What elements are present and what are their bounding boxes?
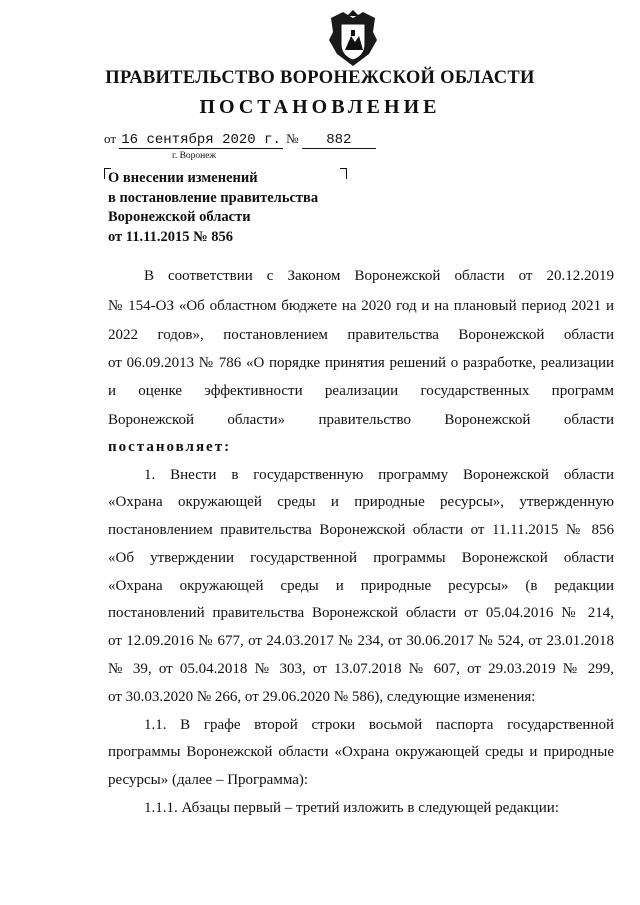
body-line: ресурсы» (далее – Программа): (108, 772, 309, 788)
body-line-decrees: постановляет: (108, 439, 232, 455)
date-prefix: от (104, 131, 117, 146)
body-line: «Охрана окружающей среды и природные ресурсы» (в редакции (108, 578, 614, 594)
body-line: 1.1.1. Абзацы первый – третий изложить в следующей редакции: (144, 800, 559, 816)
body-line: № 154-ОЗ «Об областном бюджете на 2020 год и на плановый период 2021 и (108, 298, 614, 314)
body-line: от 06.09.2013 № 786 «О порядке принятия решений о разработке, реализации (108, 355, 614, 371)
body-line: 1. Внести в государственную программу Воронежской области (144, 467, 614, 483)
body-line: 2022 годов», постановлением правительства Воронежской области (108, 327, 614, 343)
body-line: «Охрана окружающей среды и природные ресурсы», утвержденную (108, 494, 614, 510)
body-line: № 39, от 05.04.2018 № 303, от 13.07.2018 № 607, от 29.03.2019 № 299, (108, 661, 614, 677)
body-line: постановлений правительства Воронежской области от 05.04.2016 № 214, (108, 605, 614, 621)
body-line: постановлением правительства Воронежской области от 11.11.2015 № 856 (108, 522, 614, 538)
government-name: ПРАВИТЕЛЬСТВО ВОРОНЕЖСКОЙ ОБЛАСТИ (105, 68, 535, 88)
document-number: 882 (302, 132, 376, 149)
number-prefix: № (286, 131, 299, 146)
city: г. Воронеж (172, 151, 217, 161)
date-value: 16 сентября 2020 г. (121, 132, 281, 148)
body-line: В соответствии с Законом Воронежской области от 20.12.2019 (144, 268, 614, 284)
date-number-line (104, 131, 376, 149)
body-line: 1.1. В графе второй строки восьмой паспорта государственной (144, 717, 614, 733)
subject-line: в постановление правительства (108, 189, 319, 206)
coat-of-arms-emblem (325, 10, 381, 70)
body-line: от 12.09.2016 № 677, от 24.03.2017 № 234, от 30.06.2017 № 524, от 23.01.2018 (108, 633, 614, 649)
body-line: «Об утверждении государственной программы Воронежской области (108, 550, 614, 566)
subject-line: О внесении изменений (108, 170, 258, 186)
subject-line: Воронежской области (108, 209, 251, 225)
body-line: и оценке эффективности реализации государственных программ (108, 383, 614, 399)
body-line: от 30.03.2020 № 266, от 29.06.2020 № 586), следующие изменения: (108, 689, 536, 705)
document-type: ПОСТАНОВЛЕНИЕ (199, 96, 441, 118)
body-line: Воронежской области» правительство Воронежской области (108, 412, 614, 428)
body-line: программы Воронежской области «Охрана окружающей среды и природные (108, 744, 614, 760)
subject-line: от 11.11.2015 № 856 (108, 228, 234, 245)
subject-block (108, 169, 368, 247)
